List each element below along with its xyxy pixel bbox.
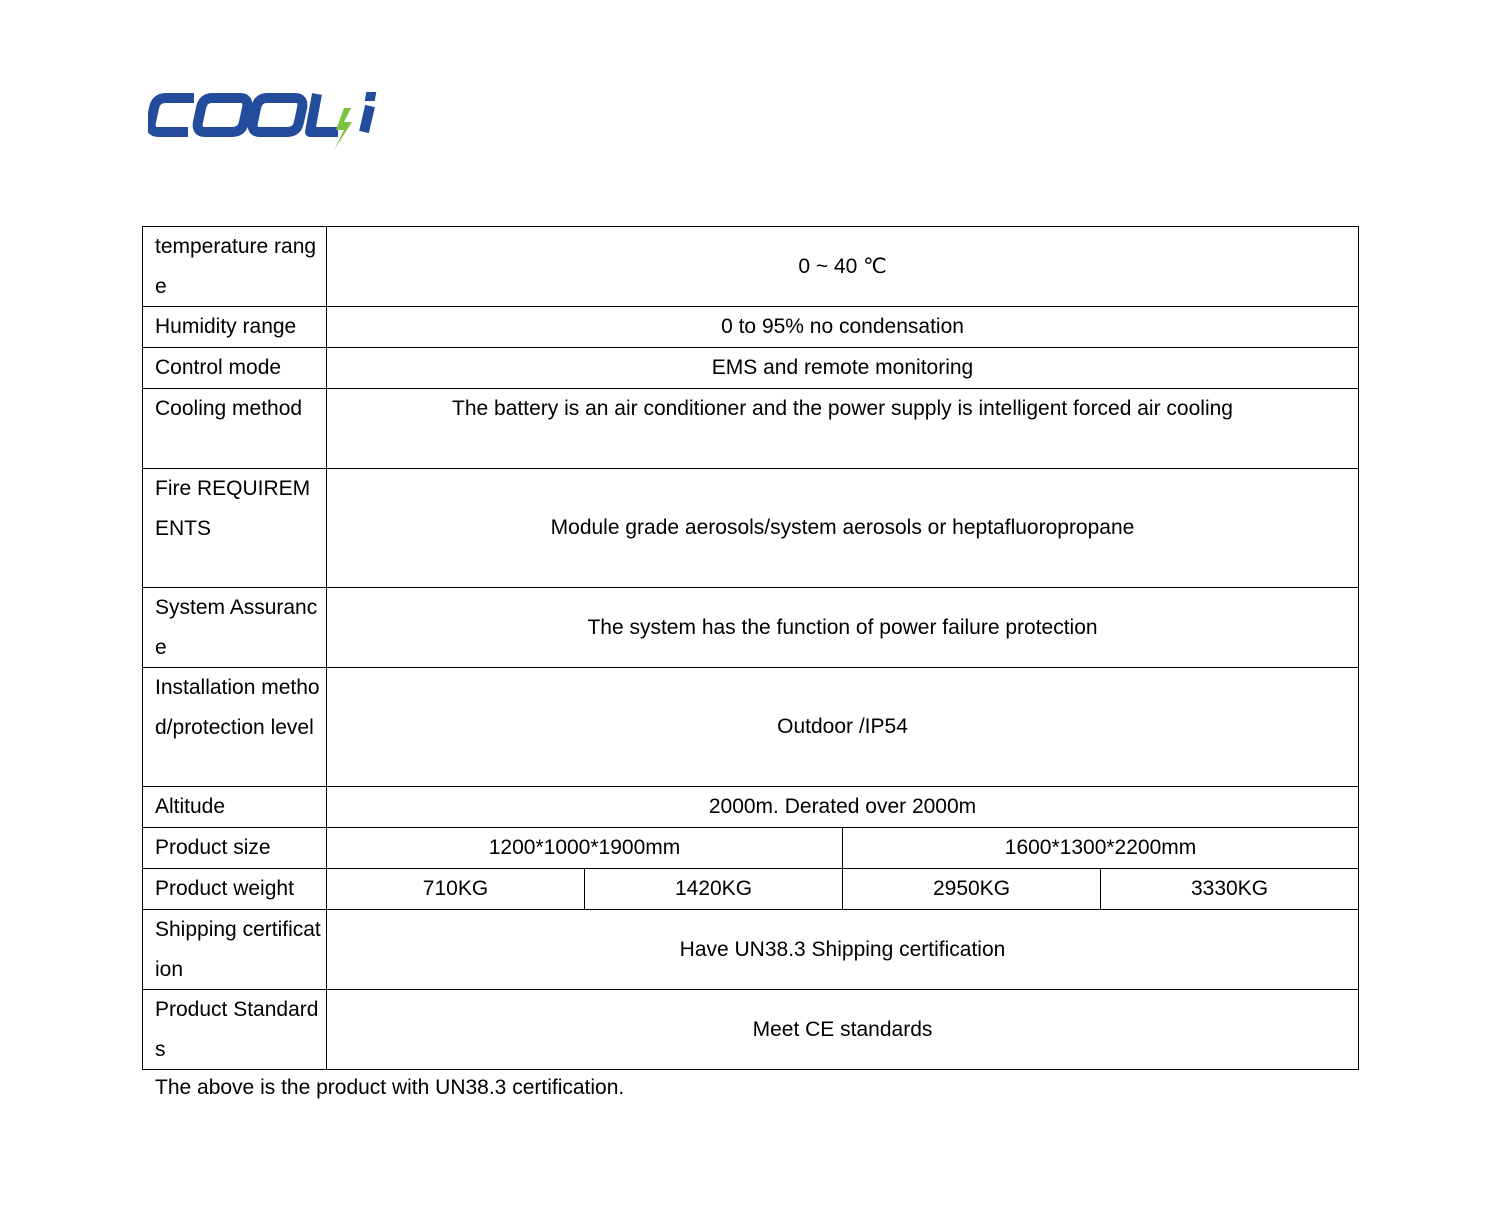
row-value: Outdoor /IP54 [327, 668, 1359, 787]
size-value: 1200*1000*1900mm [327, 828, 843, 869]
table-row [143, 869, 1359, 910]
table-row [143, 828, 1359, 869]
row-value: Module grade aerosols/system aerosols or heptafluoropropane [327, 469, 1359, 588]
table-row [143, 787, 1359, 828]
row-value: Meet CE standards [327, 990, 1359, 1070]
row-label: Product weight [143, 869, 327, 910]
size-value: 1600*1300*2200mm [843, 828, 1359, 869]
table-row [143, 389, 1359, 469]
row-value: 0 ~ 40 ℃ [327, 227, 1359, 307]
weight-value: 710KG [327, 869, 585, 910]
cooli-logo-icon [148, 88, 380, 154]
table-row [143, 990, 1359, 1070]
table-row [143, 588, 1359, 668]
table-row [143, 668, 1359, 787]
footnote: The above is the product with UN38.3 certification. [155, 1076, 625, 1099]
row-value: 2000m. Derated over 2000m [327, 787, 1359, 828]
table-row [143, 348, 1359, 389]
weight-value: 2950KG [843, 869, 1101, 910]
row-value: The system has the function of power failure protection [327, 588, 1359, 668]
table-row [143, 910, 1359, 990]
row-label: Product size [143, 828, 327, 869]
row-label: Fire REQUIREMENTS [143, 469, 327, 588]
row-label: Installation method/protection level [143, 668, 327, 787]
row-value: 0 to 95% no condensation [327, 307, 1359, 348]
row-label: temperature range [143, 227, 327, 307]
row-label: Cooling method [143, 389, 327, 469]
spec-table [142, 226, 1359, 1070]
table-row [143, 307, 1359, 348]
row-value: The battery is an air conditioner and the power supply is intelligent forced air cooling [327, 389, 1359, 469]
row-label: Shipping certification [143, 910, 327, 990]
brand-logo [148, 88, 380, 154]
row-label: Altitude [143, 787, 327, 828]
weight-value: 3330KG [1101, 869, 1359, 910]
row-value: Have UN38.3 Shipping certification [327, 910, 1359, 990]
weight-value: 1420KG [585, 869, 843, 910]
table-row [143, 227, 1359, 307]
row-label: Humidity range [143, 307, 327, 348]
row-label: Control mode [143, 348, 327, 389]
table-row [143, 469, 1359, 588]
row-label: System Assurance [143, 588, 327, 668]
row-label: Product Standards [143, 990, 327, 1070]
row-value: EMS and remote monitoring [327, 348, 1359, 389]
